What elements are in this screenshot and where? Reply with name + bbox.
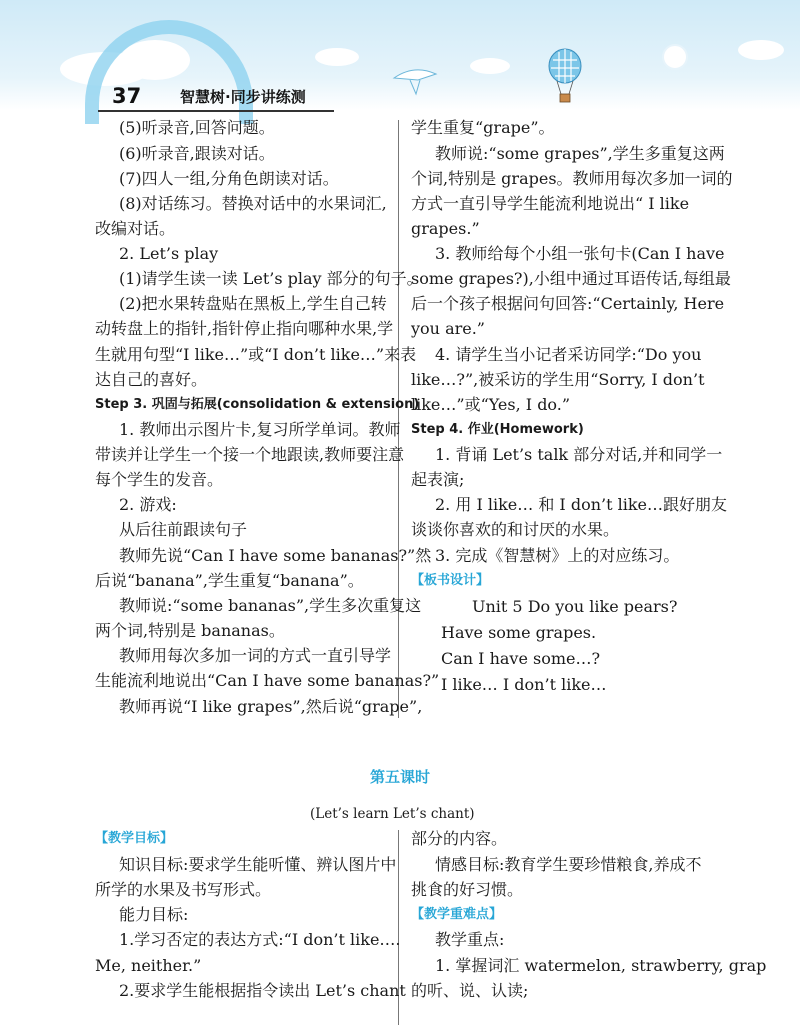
text-line: 后说“banana”,学生重复“banana”。 xyxy=(95,571,364,590)
step-heading: Step 3. 巩固与拓展(consolidation & extension) xyxy=(95,397,420,412)
text-line: 挑食的好习惯。 xyxy=(411,880,524,899)
text-line: 2. 游戏: xyxy=(119,495,177,514)
text-line: you are.” xyxy=(411,319,485,338)
lesson-title: 第五课时 xyxy=(369,768,430,786)
text-line: (5)听录音,回答问题。 xyxy=(119,118,275,137)
text-line: 后一个孩子根据问句回答:“Certainly, Here xyxy=(411,294,725,313)
text-line: 改编对话。 xyxy=(95,219,176,238)
text-line: 两个词,特别是 bananas。 xyxy=(95,621,285,640)
text-line: 教师先说“Can I have some bananas?”然 xyxy=(119,546,432,565)
text-line: 方式一直引导学生能流利地说出“ I like xyxy=(411,194,690,213)
text-line: some grapes?),小组中通过耳语传话,每组最 xyxy=(411,269,731,288)
text-line: 1.学习否定的表达方式:“I don’t like…. xyxy=(119,930,401,949)
text-line: 谈谈你喜欢的和讨厌的水果。 xyxy=(411,520,620,539)
text-line: 动转盘上的指针,指针停止指向哪种水果,学 xyxy=(95,319,394,338)
board-line: Have some grapes. xyxy=(441,623,597,642)
text-line: 所学的水果及书写形式。 xyxy=(95,880,272,899)
text-line: (1)请学生读一读 Let’s play 部分的句子。 xyxy=(119,269,423,288)
text-line: 知识目标:要求学生能听懂、辨认图片中 xyxy=(119,855,397,874)
text-line: 部分的内容。 xyxy=(411,829,508,848)
section-label-board-design: 【板书设计】 xyxy=(411,573,490,588)
text-line: 4. 请学生当小记者采访同学:“Do you xyxy=(435,345,702,364)
text-line: 达自己的喜好。 xyxy=(95,370,208,389)
text-line: 学生重复“grape”。 xyxy=(411,118,555,137)
text-line: 起表演; xyxy=(411,470,465,489)
text-line: 生能流利地说出“Can I have some bananas?” xyxy=(95,671,440,690)
text-line: 从后往前跟读句子 xyxy=(119,520,248,539)
text-line: 能力目标: xyxy=(119,905,189,924)
text-line: 1. 背诵 Let’s talk 部分对话,并和同学一 xyxy=(435,445,723,464)
cloud-decoration xyxy=(470,58,510,74)
text-line: 情感目标:教育学生要珍惜粮食,养成不 xyxy=(435,855,702,874)
cloud-decoration xyxy=(738,40,784,60)
text-line: 的听、说、认读; xyxy=(411,981,529,1000)
text-line: (2)把水果转盘贴在黑板上,学生自己转 xyxy=(119,294,387,313)
text-line: 教师说:“some bananas”,学生多次重复这 xyxy=(119,596,422,615)
text-line: 1. 教师出示图片卡,复习所学单词。教师 xyxy=(119,420,401,439)
text-line: like…”或“Yes, I do.” xyxy=(411,395,571,414)
glider-icon xyxy=(392,60,438,100)
text-line: grapes.” xyxy=(411,219,480,238)
text-line: 教师再说“I like grapes”,然后说“grape”, xyxy=(119,697,423,716)
text-line: 2. 用 I like… 和 I don’t like…跟好朋友 xyxy=(435,495,728,514)
cloud-decoration xyxy=(315,48,359,66)
series-title: 智慧树·同步讲练测 xyxy=(180,88,306,106)
header-underline xyxy=(98,110,334,112)
board-line: Unit 5 Do you like pears? xyxy=(472,597,678,616)
text-line: like…?”,被采访的学生用“Sorry, I don’t xyxy=(411,370,705,389)
text-line: 生就用句型“I like…”或“I don’t like…”来表 xyxy=(95,345,417,364)
text-line: (7)四人一组,分角色朗读对话。 xyxy=(119,169,339,188)
text-line: 教学重点: xyxy=(435,930,505,949)
text-line: 1. 掌握词汇 watermelon, strawberry, grap xyxy=(435,956,767,975)
step-heading: Step 4. 作业(Homework) xyxy=(411,422,584,437)
board-line: Can I have some…? xyxy=(441,649,601,668)
section-label-key-points: 【教学重难点】 xyxy=(411,907,503,922)
hot-air-balloon-icon xyxy=(548,48,582,104)
page-number: 37 xyxy=(112,84,142,108)
text-line: 2. Let’s play xyxy=(119,244,219,263)
text-line: 每个学生的发音。 xyxy=(95,470,224,489)
text-line: 教师说:“some grapes”,学生多重复这两 xyxy=(435,144,725,163)
text-line: 个词,特别是 grapes。教师用每次多加一词的 xyxy=(411,169,733,188)
lesson-subtitle: (Let’s learn Let’s chant) xyxy=(310,806,475,822)
text-line: 3. 教师给每个小组一张句卡(Can I have xyxy=(435,244,725,263)
text-line: Me, neither.” xyxy=(95,956,202,975)
board-line: I like… I don’t like… xyxy=(441,675,607,694)
sun-icon xyxy=(662,44,688,70)
section-label-teaching-goals: 【教学目标】 xyxy=(95,831,174,846)
text-line: 带读并让学生一个接一个地跟读,教师要注意 xyxy=(95,445,405,464)
text-line: (8)对话练习。替换对话中的水果词汇, xyxy=(119,194,387,213)
column-divider xyxy=(398,120,399,718)
text-line: 3. 完成《智慧树》上的对应练习。 xyxy=(435,546,680,565)
text-line: 2.要求学生能根据指令读出 Let’s chant xyxy=(119,981,406,1000)
text-line: 教师用每次多加一词的方式一直引导学 xyxy=(119,646,392,665)
text-line: (6)听录音,跟读对话。 xyxy=(119,144,275,163)
